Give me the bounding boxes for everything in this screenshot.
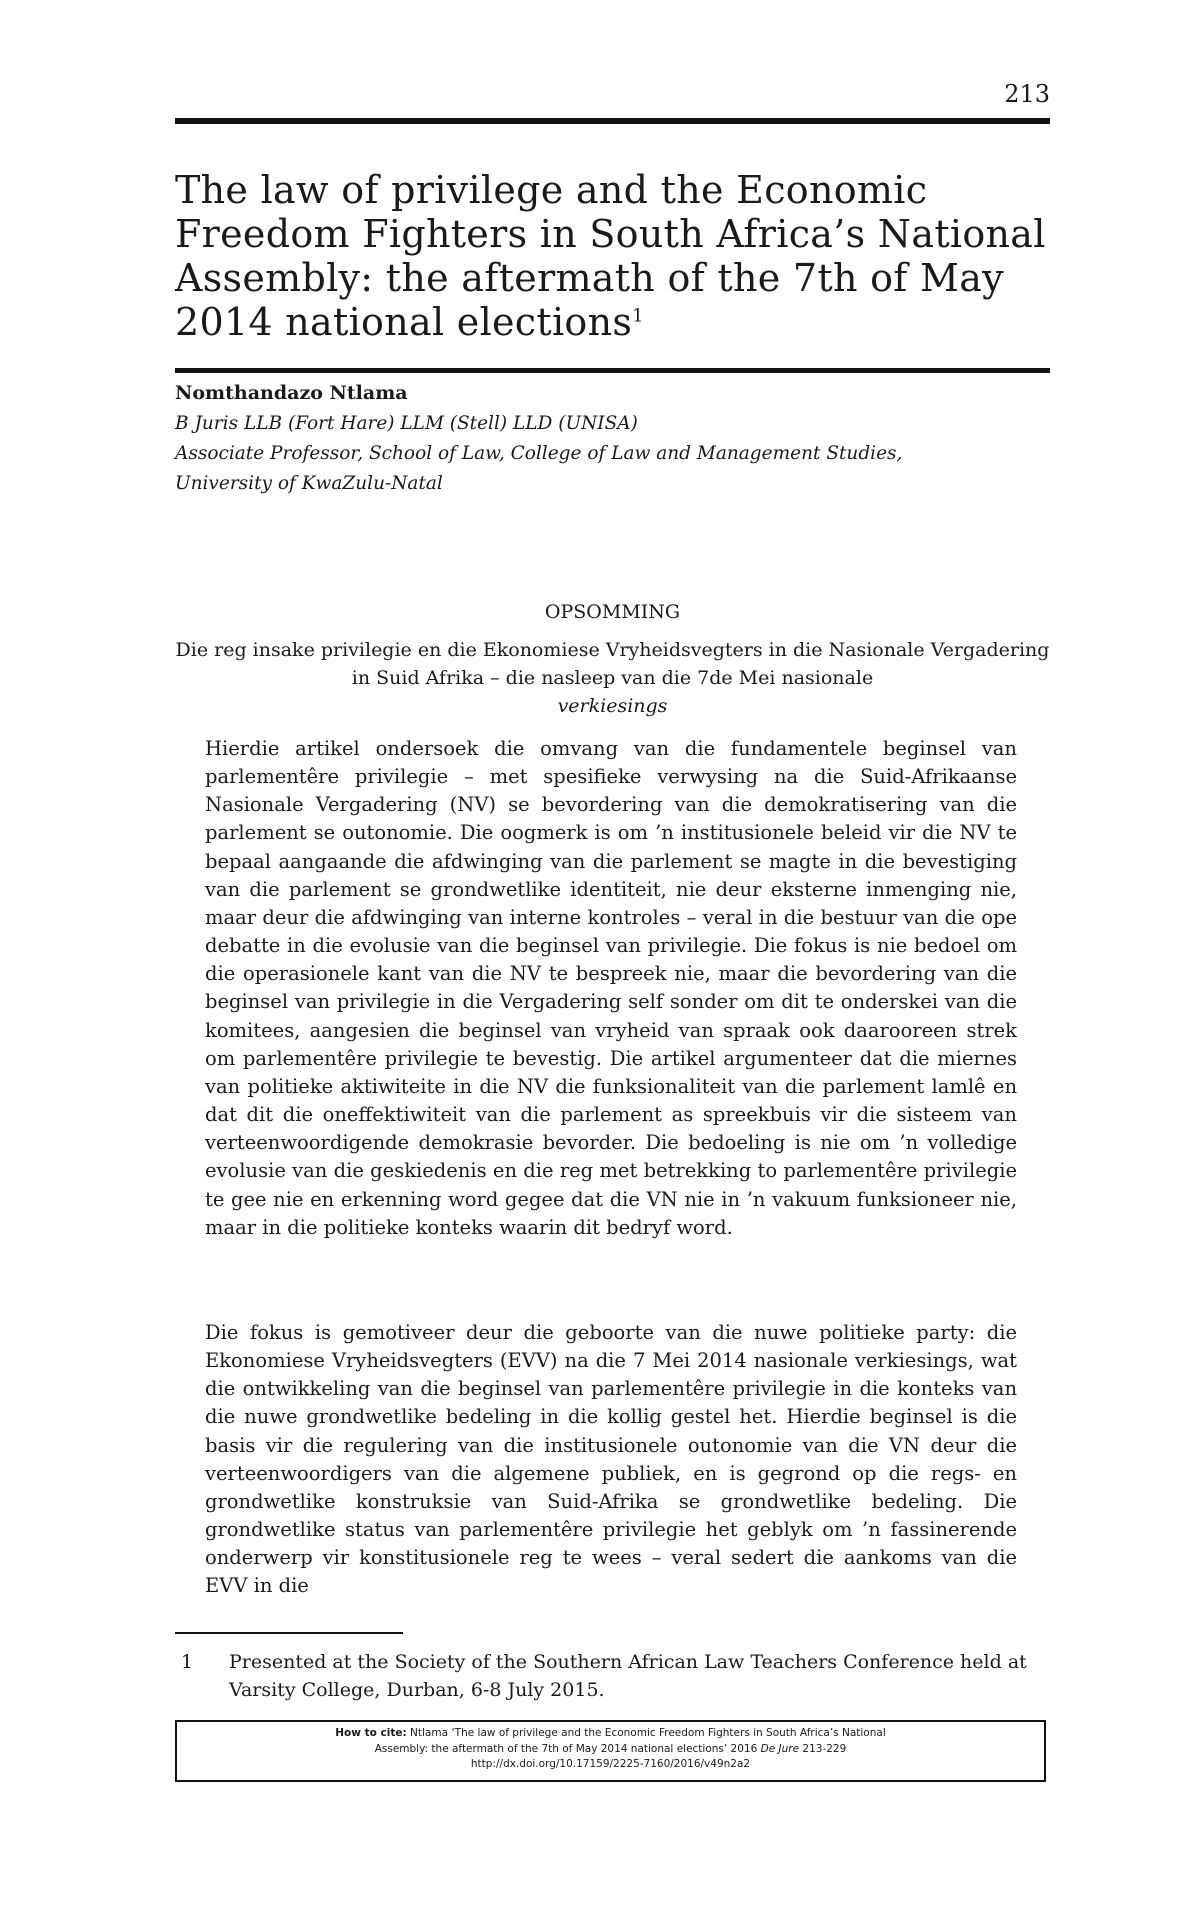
summary-heading: OPSOMMING (544, 601, 681, 623)
summary-paragraph-2: Die fokus is gemotiveer deur die geboorte van die nuwe politieke party: die Ekonomiese Vryheidsvegters (EVV) na die 7 Mei 2014 nasionale verkiesings, wat die ontwikkeling van die beginsel van parlementêre privilegie in die konteks van die nuwe grondwetlike bedeling in die kollig gestel het. Hierdie beginsel is die basis vir die regulering van die institusionele outonomie van die VN deur die verteenwoordigers van die algemene publiek, en is gegrond op die regs- en grondwetlike konstruksie van Suid-Afrika se grondwetlike bedeling. Die grondwetlike status van parlementêre privilegie het geblyk om ’n fassinerende onderwerp vir konstitusionele reg te wees – veral sedert die aankoms van die EVV in die (205, 1321, 1017, 1598)
citation-label: How to cite: (335, 1727, 407, 1739)
citation-box (175, 1720, 1046, 1782)
citation-text-line1: Ntlama ‘The law of privilege and the Economic Freedom Fighters in South Africa’s National (410, 1727, 886, 1739)
citation-doi-link[interactable]: http://dx.doi.org/10.17159/2225-7160/2016/v49n2a2 (470, 1758, 751, 1770)
author-position: Associate Professor, School of Law, College of Law and Management Studies, (175, 443, 903, 464)
author-institution: University of KwaZulu-Natal (175, 473, 443, 494)
citation-pages: 213-229 (802, 1742, 847, 1755)
summary-paragraph-1: Hierdie artikel ondersoek die omvang van die fundamentele beginsel van parlementêre privilegie – met spesifieke verwysing na die Suid-Afrikaanse Nasionale Vergadering (NV) se bevordering van die demokratisering van die parlement se outonomie. Die oogmerk is om ’n institusionele beleid vir die NV te bepaal aangaande die afdwinging van die parlement se magte in die bevestiging van die parlement se grondwetlike identiteit, nie deur eksterne inmenging nie, maar deur die afdwinging van interne kontroles – veral in die bestuur van die ope debatte in die evolusie van die beginsel van privilegie. Die fokus is nie bedoel om die operasionele kant van die NV te bespreek nie, maar die bevordering van die beginsel van privilegie in die Vergadering self sonder om dit te onderskei van die komitees, aangesien die beginsel van vryheid van spraak ook daarooreen strek om parlementêre privilegie te bevestig. Die artikel argumenteer dat die miernes van politieke aktiwiteite in die NV die funksionaliteit van die parlement lamlê en dat dit die oneffektiwiteit van die parlement as spreekbuis vir die sisteem van verteenwoordigende demokrasie bevorder. Die bedoeling is nie om ’n volledige evolusie van die geskiedenis en die reg met betrekking to parlementêre privilegie te gee nie en erkenning word gegee dat die VN nie in ’n vakuum funksioneer nie, maar in die politieke konteks waarin dit bedryf word. (205, 737, 1017, 1239)
summary-subtitle (175, 636, 1050, 720)
summary-subtitle-italic: verkiesings (557, 695, 668, 717)
footnote-rule (175, 1632, 403, 1634)
summary-subtitle-text: Die reg insake privilegie en die Ekonomiese Vryheidsvegters in die Nasionale Vergadering in Suid Afrika – die nasleep van die 7de Mei nasionale (175, 639, 1050, 689)
title-footnote-mark[interactable]: 1 (632, 305, 644, 327)
page-number: 213 (1004, 80, 1050, 108)
author-name: Nomthandazo Ntlama (175, 382, 408, 404)
citation-text-line2: Assembly: the aftermath of the 7th of May 2014 national elections’ 2016 (374, 1742, 758, 1755)
title-rule (175, 368, 1050, 373)
footnote-text: Presented at the Society of the Southern African Law Teachers Conference held at Varsity College, Durban, 6-8 July 2015. (229, 1651, 1027, 1701)
author-qualifications: B Juris LLB (Fort Hare) LLM (Stell) LLD (UNISA) (175, 413, 638, 434)
footnote-number: 1 (181, 1651, 194, 1673)
top-rule (175, 118, 1050, 124)
article-title (175, 168, 1055, 344)
title-text: The law of privilege and the Economic Freedom Fighters in South Africa’s National Assembly: the aftermath of the 7th of May 2014 national elections (175, 168, 1046, 344)
citation-journal: De Jure (760, 1742, 800, 1755)
